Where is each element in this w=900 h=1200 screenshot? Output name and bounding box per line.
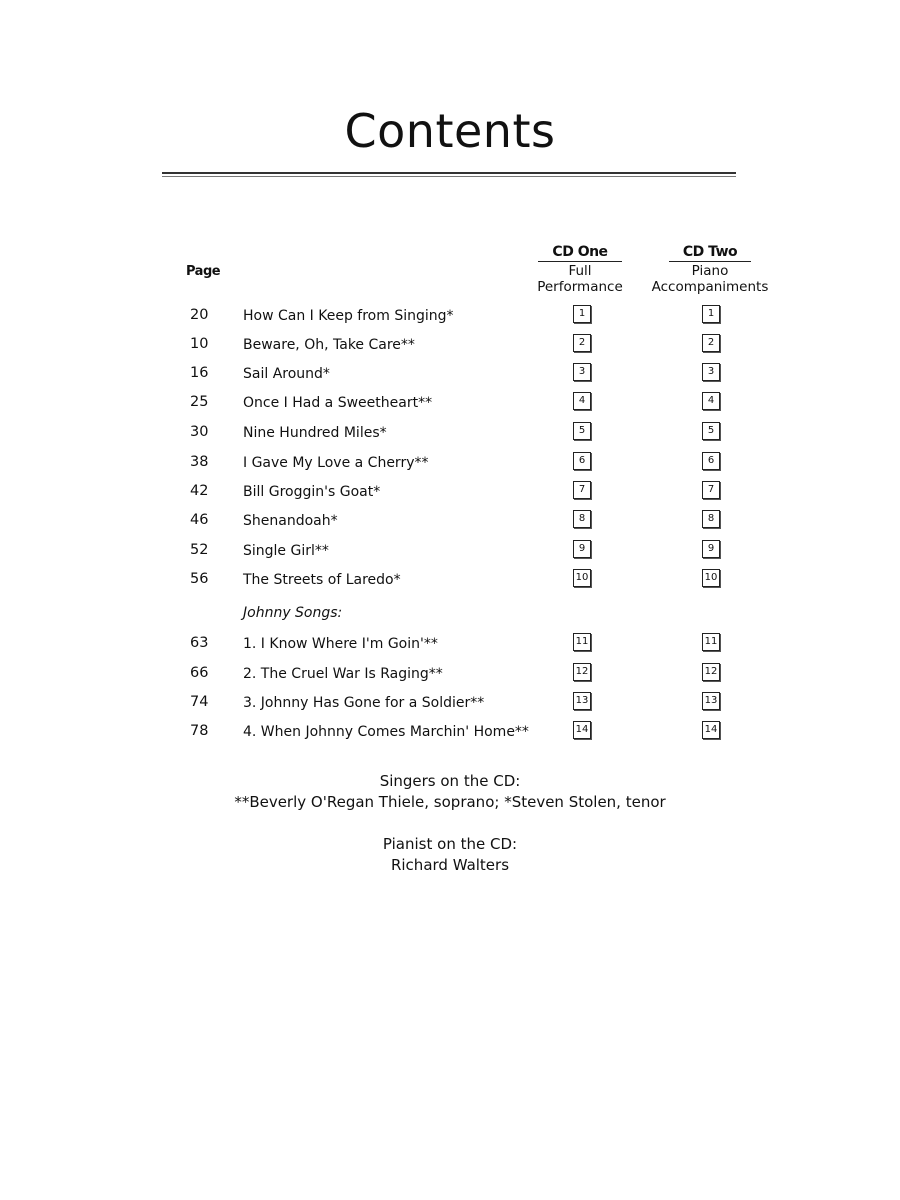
cd-two-track-box: 6 — [702, 452, 720, 470]
page-number: 10 — [190, 336, 209, 352]
page-number: 66 — [190, 665, 209, 681]
table-row — [0, 509, 900, 533]
page-number: 56 — [190, 571, 209, 587]
cd-two-track-box: 1 — [702, 305, 720, 323]
song-title: Bill Groggin's Goat* — [243, 484, 381, 500]
table-row — [0, 539, 900, 563]
cd-two-track-box: 12 — [702, 663, 720, 681]
song-title: Beware, Oh, Take Care** — [243, 337, 415, 353]
cd-one-track-box: 1 — [573, 305, 591, 323]
page-number: 74 — [190, 694, 209, 710]
pianist-credits — [0, 834, 900, 876]
table-row — [0, 391, 900, 415]
cd-one-track-box: 11 — [573, 633, 591, 651]
cd-one-track-box: 13 — [573, 692, 591, 710]
cd-one-track-box: 6 — [573, 452, 591, 470]
table-row — [0, 362, 900, 386]
cd-one-track-box: 12 — [573, 663, 591, 681]
table-row — [0, 632, 900, 656]
table-row — [0, 568, 900, 592]
song-title: 2. The Cruel War Is Raging** — [243, 666, 443, 682]
page-number: 38 — [190, 454, 209, 470]
table-row — [0, 451, 900, 475]
table-row — [0, 480, 900, 504]
cd-one-track-box: 9 — [573, 540, 591, 558]
cd-two-track-box: 5 — [702, 422, 720, 440]
song-title: I Gave My Love a Cherry** — [243, 455, 429, 471]
song-title: 3. Johnny Has Gone for a Soldier** — [243, 695, 485, 711]
cd-one-track-box: 10 — [573, 569, 591, 587]
singers-names: **Beverly O'Regan Thiele, soprano; *Steven Stolen, tenor — [234, 793, 666, 811]
table-row — [0, 662, 900, 686]
page-number: 42 — [190, 483, 209, 499]
cd-two-line2: Accompaniments — [651, 279, 769, 295]
song-title: Once I Had a Sweetheart** — [243, 395, 433, 411]
cd-two-track-box: 10 — [702, 569, 720, 587]
page-number: 16 — [190, 365, 209, 381]
cd-one-track-box: 4 — [573, 392, 591, 410]
singers-heading: Singers on the CD: — [379, 772, 521, 790]
singers-credits — [0, 771, 900, 813]
cd-one-line2: Performance — [537, 279, 623, 295]
pianist-name: Richard Walters — [390, 856, 510, 874]
song-title: 4. When Johnny Comes Marchin' Home** — [243, 724, 529, 740]
cd-one-column-header — [520, 244, 640, 295]
cd-one-label: CD One — [538, 244, 621, 262]
song-title: The Streets of Laredo* — [243, 572, 401, 588]
cd-two-line1: Piano — [691, 263, 729, 279]
cd-one-line1: Full — [568, 263, 592, 279]
cd-two-track-box: 13 — [702, 692, 720, 710]
page-number: 63 — [190, 635, 209, 651]
cd-two-track-box: 11 — [702, 633, 720, 651]
cd-one-track-box: 8 — [573, 510, 591, 528]
cd-one-track-box: 7 — [573, 481, 591, 499]
table-row — [0, 691, 900, 715]
table-row — [0, 304, 900, 328]
cd-two-track-box: 7 — [702, 481, 720, 499]
table-row — [0, 421, 900, 445]
cd-one-track-box: 14 — [573, 721, 591, 739]
cd-two-track-box: 9 — [702, 540, 720, 558]
johnny-songs-label: Johnny Songs: — [243, 605, 343, 621]
cd-one-track-box: 5 — [573, 422, 591, 440]
song-title: Shenandoah* — [243, 513, 338, 529]
page-number: 46 — [190, 512, 209, 528]
song-title: Nine Hundred Miles* — [243, 425, 387, 441]
cd-two-column-header — [640, 244, 780, 295]
cd-two-track-box: 3 — [702, 363, 720, 381]
cd-one-track-box: 2 — [573, 334, 591, 352]
cd-one-track-box: 3 — [573, 363, 591, 381]
song-title: How Can I Keep from Singing* — [243, 308, 454, 324]
page-number: 20 — [190, 307, 209, 323]
page-title: Contents — [344, 104, 556, 158]
page-number: 25 — [190, 394, 209, 410]
cd-two-track-box: 14 — [702, 721, 720, 739]
table-row — [0, 333, 900, 357]
page-column-header: Page — [186, 264, 221, 279]
page-number: 78 — [190, 723, 209, 739]
song-title: 1. I Know Where I'm Goin'** — [243, 636, 438, 652]
page-number: 30 — [190, 424, 209, 440]
page-number: 52 — [190, 542, 209, 558]
table-row — [0, 720, 900, 744]
cd-two-track-box: 8 — [702, 510, 720, 528]
cd-two-track-box: 4 — [702, 392, 720, 410]
cd-two-track-box: 2 — [702, 334, 720, 352]
title-divider — [162, 172, 736, 177]
song-title: Sail Around* — [243, 366, 330, 382]
pianist-heading: Pianist on the CD: — [382, 835, 518, 853]
song-title: Single Girl** — [243, 543, 329, 559]
cd-two-label: CD Two — [669, 244, 751, 262]
